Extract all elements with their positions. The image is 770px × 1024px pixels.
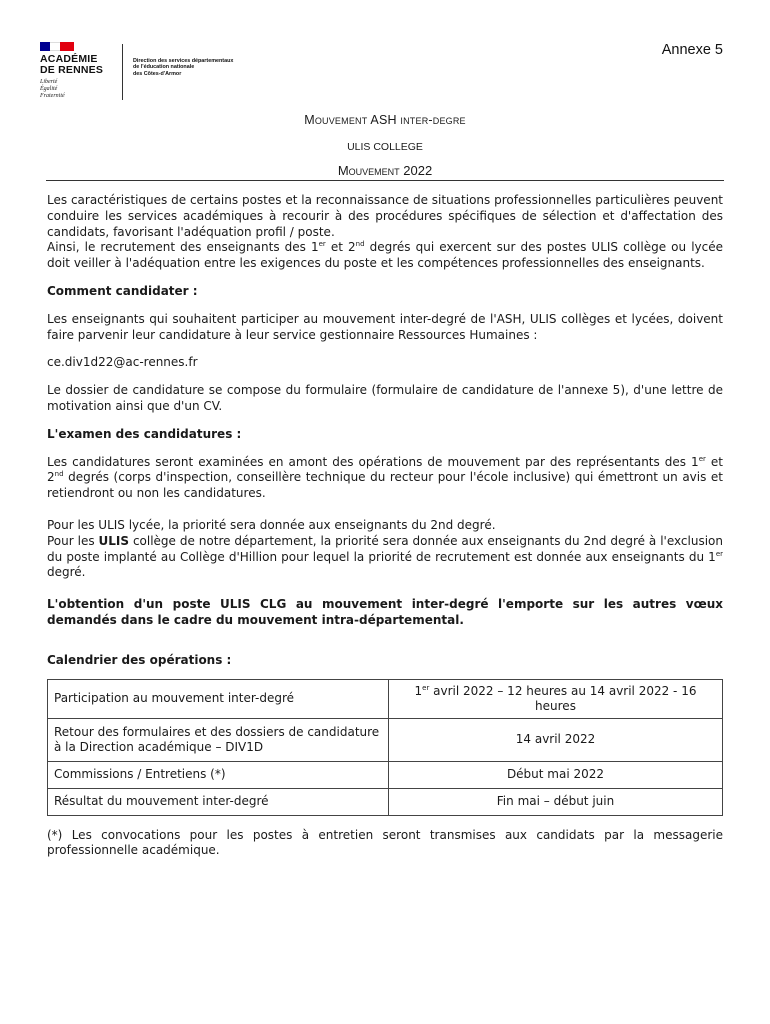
logo-line-2: DE RENNES <box>40 64 104 76</box>
motto <box>40 79 130 100</box>
logo-line-1: ACADÉMIE <box>40 53 98 65</box>
footnote: (*) Les convocations pour les postes à entretien seront transmises aux candidats par la messagerie professionnelle académique. <box>47 827 723 858</box>
table-cell-label: Commissions / Entretiens (*) <box>48 761 389 788</box>
document-body <box>47 193 723 859</box>
intro-paragraph-2 <box>47 240 723 272</box>
table-cell-date <box>389 679 723 718</box>
table-cell-date: 14 avril 2022 <box>389 718 723 761</box>
table-row <box>48 788 723 815</box>
intro-p2-text-b: et 2 <box>325 240 356 255</box>
calendar-heading: Calendrier des opérations : <box>47 652 232 667</box>
contact-email: ce.div1d22@ac-rennes.fr <box>47 355 198 370</box>
marianne-flag-icon <box>40 42 74 51</box>
title-mouvement-2022: Mouvement 2022 <box>337 163 433 178</box>
dsden-line-1: Direction des services départementaux <box>133 58 234 64</box>
title-ulis-college: ULIS COLLEGE <box>347 141 423 153</box>
examen-p3-sup: er <box>715 549 723 558</box>
title-mouvement-ash: Mouvement ASH inter-degre <box>304 113 466 127</box>
table-cell-label: Résultat du mouvement inter-degré <box>48 788 389 815</box>
table-cell-date: Fin mai – début juin <box>389 788 723 815</box>
table-row <box>48 718 723 761</box>
calendar-table <box>47 679 723 816</box>
examen-paragraph-lycee: Pour les ULIS lycée, la priorité sera donnée aux enseignants du 2nd degré. <box>47 517 496 532</box>
examen-p1-text-c: degrés (corps d'inspection, conseillère technique du recteur pour l'école inclusive) qui émettront un avis et retiendront ou non les candidatures. <box>47 470 723 501</box>
examen-heading: L'examen des candidatures : <box>47 426 242 441</box>
motto-liberte: Liberté <box>40 79 58 85</box>
title-rule <box>46 180 724 181</box>
document-titles <box>46 112 724 179</box>
dsden-line-2: de l'éducation nationale <box>133 64 195 71</box>
examen-p1-text-a: Les candidatures seront examinées en amont des opérations de mouvement par des représentants des 1 <box>47 454 699 469</box>
date-day: 1 <box>414 683 423 698</box>
table-cell-label: Retour des formulaires et des dossiers de candidature à la Direction académique – DIV1D <box>48 718 389 761</box>
examen-p3-text-c: degré. <box>47 565 86 580</box>
date-rest: avril 2022 – 12 heures au 14 avril 2022 - 16 heures <box>429 683 697 713</box>
annexe-label: Annexe 5 <box>661 42 723 58</box>
examen-p3-text-a: Pour les <box>47 533 99 548</box>
examen-p1-sup-2: nd <box>54 470 64 479</box>
examen-p3-text-b: collège de notre département, la priorité sera donnée aux enseignants du 2nd degré à l'exclusion du poste implanté au Collège d'Hillion pour lequel la priorité de recrutement est donnée aux enseignants du 1 <box>47 533 723 564</box>
priority-note: L'obtention d'un poste ULIS CLG au mouvement inter-degré l'emporte sur les autres vœux demandés dans le cadre du mouvement intra-départemental. <box>47 597 723 627</box>
motto-egalite: Égalité <box>40 86 58 92</box>
candidater-paragraph: Les enseignants qui souhaitent participer au mouvement inter-degré de l'ASH, ULIS collèges et lycées, doivent faire parvenir leur candidature à leur service gestionnaire Ressources Humaines : <box>47 311 723 342</box>
date-sup: er <box>422 683 430 692</box>
intro-p2-text-c: degrés qui exercent sur des postes ULIS collège ou lycée doit veiller à l'adéquation entre les exigences du poste et les compétences professionnelles des enseignants. <box>47 240 723 271</box>
table-row <box>48 761 723 788</box>
examen-paragraph-college <box>47 534 723 581</box>
dsden-line-3: des Côtes-d'Armor <box>133 70 182 77</box>
motto-fraternite: Fraternité <box>40 93 65 99</box>
table-cell-label: Participation au mouvement inter-degré <box>48 679 389 718</box>
table-cell-date: Début mai 2022 <box>389 761 723 788</box>
intro-paragraph-1: Les caractéristiques de certains postes et la reconnaissance de situations professionnelles particulières peuvent conduire les services académiques à recourir à des procédures spécifiques de sélection et d'affectation des candidats, favorisant l'adéquation profil / poste. <box>47 193 723 239</box>
dsden-label <box>133 58 233 77</box>
candidater-heading: Comment candidater : <box>47 283 198 298</box>
table-row <box>48 679 723 718</box>
examen-paragraph-1 <box>47 455 723 502</box>
intro-p2-sup-2: nd <box>355 240 365 249</box>
examen-p1-sup-1: er <box>698 454 706 463</box>
examen-p3-ulis: ULIS <box>98 533 130 548</box>
examen-p1-text-b: et 2 <box>47 454 723 485</box>
header-divider <box>122 44 123 100</box>
academie-logo <box>40 42 130 100</box>
intro-p2-text-a: Ainsi, le recrutement des enseignants des 1 <box>47 240 319 255</box>
intro-p2-sup-1: er <box>318 240 326 249</box>
dossier-paragraph: Le dossier de candidature se compose du formulaire (formulaire de candidature de l'annexe 5), d'une lettre de motivation ainsi que d'un CV. <box>47 383 723 413</box>
